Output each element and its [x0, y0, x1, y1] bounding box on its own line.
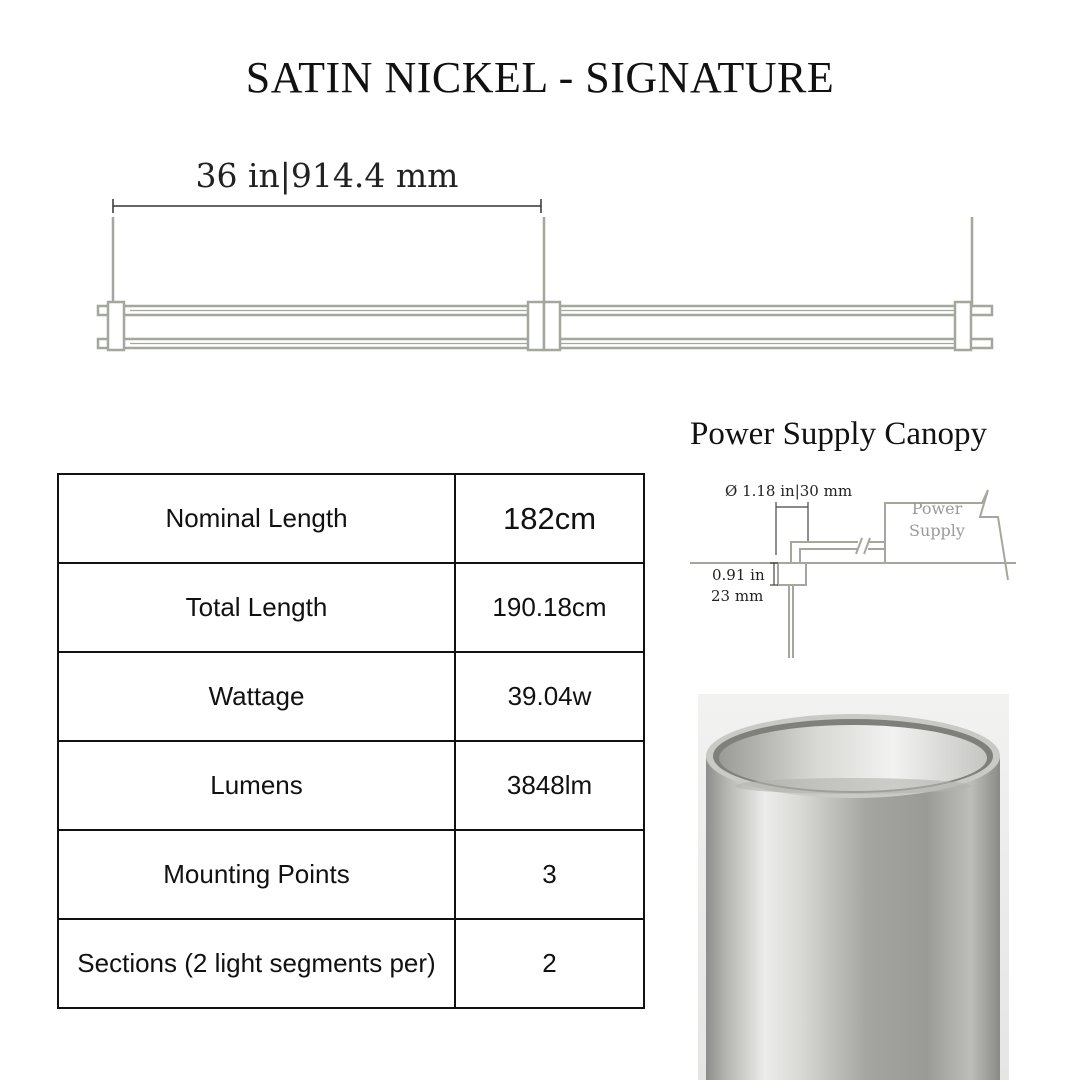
row-label: Lumens — [58, 741, 455, 830]
spec-table — [57, 473, 645, 1009]
table-row — [58, 741, 644, 830]
table-row — [58, 474, 644, 563]
canopy-height-in: 0.91 in — [712, 566, 765, 584]
power-supply-line2: Supply — [909, 521, 965, 540]
row-value: 3848lm — [455, 741, 644, 830]
suspension-cables — [113, 217, 972, 308]
fixture-drawing — [0, 150, 1080, 360]
row-value: 182cm — [455, 474, 644, 563]
canopy-diameter-label: Ø 1.18 in|30 mm — [725, 482, 853, 500]
page-title: SATIN NICKEL - SIGNATURE — [245, 53, 835, 102]
satin-nickel-finish-image — [698, 694, 1009, 1080]
row-value: 190.18cm — [455, 563, 644, 652]
table-row — [58, 652, 644, 741]
row-label: Mounting Points — [58, 830, 455, 919]
dimension-label: 36 in|914.4 mm — [195, 156, 459, 195]
row-label: Nominal Length — [58, 474, 455, 563]
row-value: 39.04w — [455, 652, 644, 741]
table-row — [58, 830, 644, 919]
canopy-diagram — [680, 470, 1020, 665]
row-value: 2 — [455, 919, 644, 1008]
row-value: 3 — [455, 830, 644, 919]
dimension-line — [113, 199, 541, 213]
row-label: Wattage — [58, 652, 455, 741]
table-row — [58, 919, 644, 1008]
canopy-height-dimension — [770, 563, 778, 585]
canopy-height-mm: 23 mm — [711, 587, 764, 605]
power-supply-line1: Power — [911, 499, 963, 518]
row-label: Total Length — [58, 563, 455, 652]
canopy-title: Power Supply Canopy — [690, 416, 987, 452]
row-label: Sections (2 light segments per) — [58, 919, 455, 1008]
table-row — [58, 563, 644, 652]
